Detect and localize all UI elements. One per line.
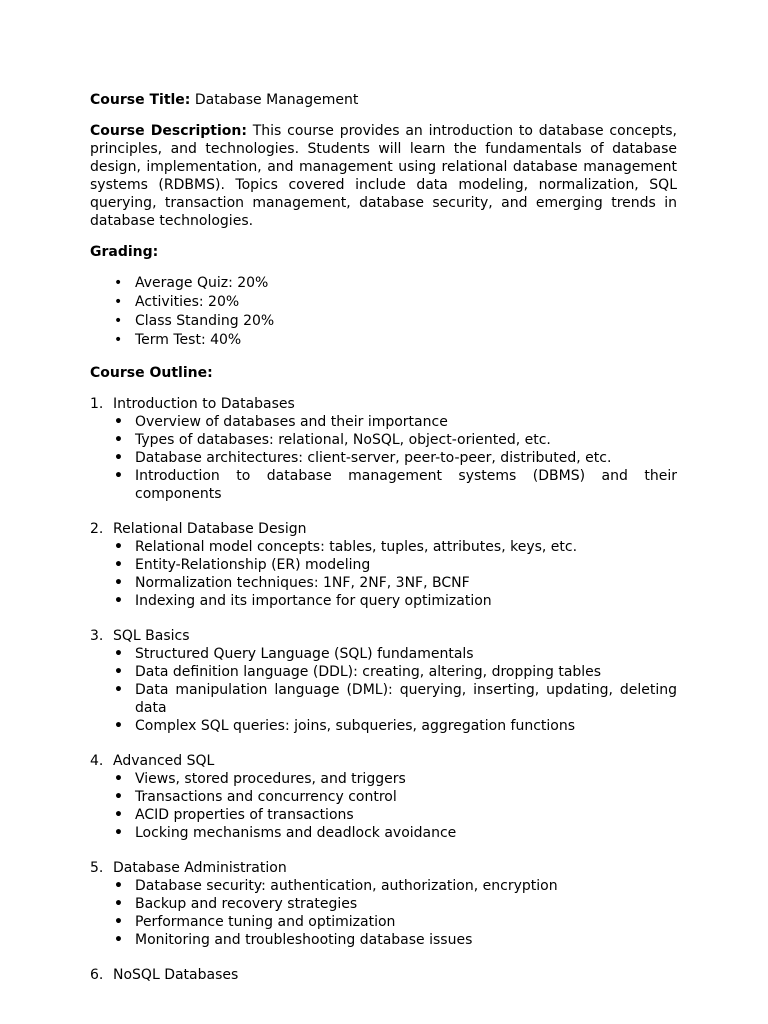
- outline-topic: • Relational model concepts: tables, tuples, attributes, keys, etc.: [135, 538, 677, 556]
- document-body: [90, 91, 677, 1001]
- outline-topic: • Structured Query Language (SQL) fundamentals: [135, 645, 677, 663]
- grading-item: • Class Standing 20%: [135, 312, 677, 331]
- course-title: [90, 91, 677, 109]
- outline-section-number: 3.: [90, 628, 104, 644]
- outline-topic: • Transactions and concurrency control: [135, 788, 677, 806]
- course-title-value: Database Management: [194, 92, 359, 108]
- grading-list: [90, 274, 677, 350]
- outline-topic-list: [90, 877, 677, 949]
- grading-heading: Grading:: [90, 244, 159, 260]
- grading-item: • Activities: 20%: [135, 293, 677, 312]
- outline-topic: • Indexing and its importance for query optimization: [135, 592, 677, 610]
- outline-section-heading: [90, 627, 677, 645]
- outline-topic: • Backup and recovery strategies: [135, 895, 677, 913]
- outline-topic: • Views, stored procedures, and triggers: [135, 770, 677, 788]
- course-outline-heading: Course Outline:: [90, 365, 213, 381]
- course-title-label: Course Title:: [90, 92, 191, 108]
- outline-topic: • Entity-Relationship (ER) modeling: [135, 556, 677, 574]
- outline-topic: • Data manipulation language (DML): querying, inserting, updating, deleting data: [135, 681, 677, 717]
- outline-section-number: 1.: [90, 396, 104, 412]
- outline-section-number: 5.: [90, 860, 104, 876]
- outline-section-heading: [90, 395, 677, 413]
- outline-section-number: 6.: [90, 967, 104, 983]
- outline-topic: • Locking mechanisms and deadlock avoidance: [135, 824, 677, 842]
- outline-topic: • Database security: authentication, authorization, encryption: [135, 877, 677, 895]
- course-outline: [90, 395, 677, 984]
- outline-section-title: Introduction to Databases: [113, 396, 295, 412]
- outline-topic: • Overview of databases and their importance: [135, 413, 677, 431]
- outline-section-number: 4.: [90, 753, 104, 769]
- outline-topic: • Complex SQL queries: joins, subqueries, aggregation functions: [135, 717, 677, 735]
- outline-topic-list: [90, 645, 677, 735]
- outline-topic: • Types of databases: relational, NoSQL, object-oriented, etc.: [135, 431, 677, 449]
- outline-topic: • Data definition language (DDL): creating, altering, dropping tables: [135, 663, 677, 681]
- course-description-label: Course Description:: [90, 123, 247, 139]
- outline-section-heading: [90, 520, 677, 538]
- outline-topic-list: [90, 538, 677, 610]
- outline-topic-list: [90, 770, 677, 842]
- outline-section: [90, 859, 677, 949]
- outline-section-heading: [90, 859, 677, 877]
- outline-topic-list: [90, 413, 677, 503]
- outline-topic: • Database architectures: client-server, peer-to-peer, distributed, etc.: [135, 449, 677, 467]
- outline-section: [90, 627, 677, 735]
- outline-section: [90, 395, 677, 503]
- outline-topic: • Monitoring and troubleshooting database issues: [135, 931, 677, 949]
- course-description-text: This course provides an introduction to database concepts, principles, and technologies. Students will learn the fundamentals of database design, implementation, and management using relational database management systems (RDBMS). Topics covered include data modeling, normalization, SQL querying, transaction management, database security, and emerging trends in database technologies.: [90, 123, 677, 229]
- outline-section-title: Relational Database Design: [113, 521, 307, 537]
- outline-section-heading: [90, 966, 677, 984]
- outline-topic: • Introduction to database management systems (DBMS) and their components: [135, 467, 677, 503]
- outline-topic: • Normalization techniques: 1NF, 2NF, 3NF, BCNF: [135, 574, 677, 592]
- course-description: [90, 122, 677, 230]
- outline-section: [90, 966, 677, 984]
- outline-section-heading: [90, 752, 677, 770]
- outline-section: [90, 520, 677, 610]
- grading-item: • Term Test: 40%: [135, 331, 677, 350]
- grading-item: • Average Quiz: 20%: [135, 274, 677, 293]
- outline-section: [90, 752, 677, 842]
- outline-section-title: Database Administration: [113, 860, 287, 876]
- outline-section-title: SQL Basics: [113, 628, 190, 644]
- outline-section-title: NoSQL Databases: [113, 967, 239, 983]
- outline-topic: • ACID properties of transactions: [135, 806, 677, 824]
- outline-topic: • Performance tuning and optimization: [135, 913, 677, 931]
- outline-section-number: 2.: [90, 521, 104, 537]
- outline-section-title: Advanced SQL: [113, 753, 215, 769]
